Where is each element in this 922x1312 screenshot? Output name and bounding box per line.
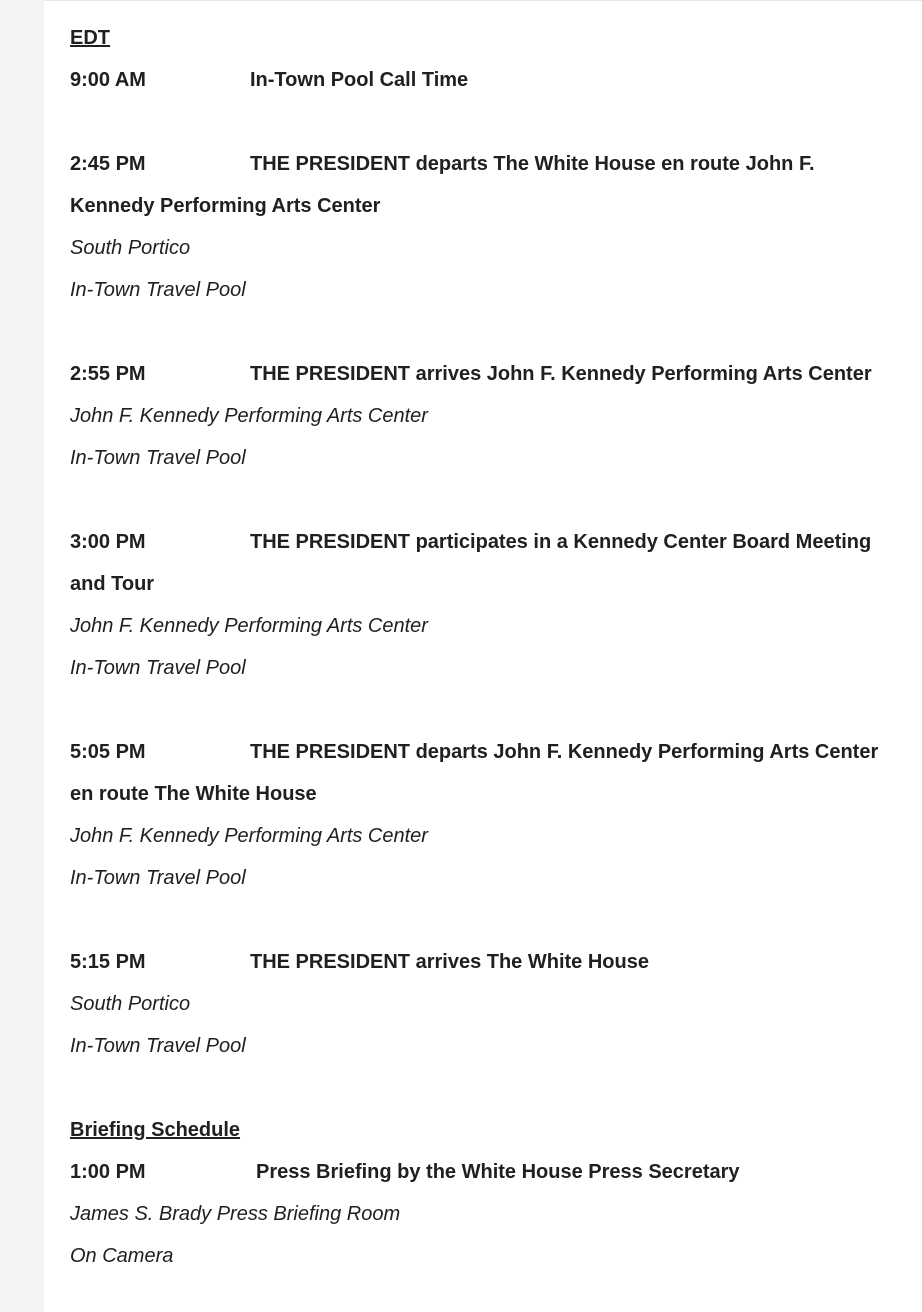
spacer: [70, 101, 920, 143]
event-row: [70, 731, 920, 773]
briefing-title: Press Briefing by the White House Press Secretary: [256, 1161, 740, 1183]
event-location: John F. Kennedy Performing Arts Center: [70, 825, 428, 847]
event-location: South Portico: [70, 237, 191, 259]
event-row: [70, 521, 920, 563]
event-row: [70, 59, 920, 101]
event-row: [70, 941, 920, 983]
event-title: THE PRESIDENT departs John F. Kennedy Performing Arts Center: [250, 741, 879, 763]
briefing-heading: Briefing Schedule: [70, 1119, 241, 1141]
event-time: 2:55 PM: [70, 363, 146, 385]
event-title: THE PRESIDENT departs The White House en route John F.: [250, 153, 815, 175]
event-location: South Portico: [70, 993, 191, 1015]
spacer: [70, 1067, 920, 1109]
event-location: John F. Kennedy Performing Arts Center: [70, 615, 428, 637]
briefing-time: 1:00 PM: [70, 1161, 146, 1183]
event-title-continued: en route The White House: [70, 783, 317, 805]
event-time: 9:00 AM: [70, 69, 146, 91]
document-page: [44, 0, 922, 1312]
spacer: [70, 689, 920, 731]
briefing-location: James S. Brady Press Briefing Room: [70, 1203, 401, 1225]
event-title: In-Town Pool Call Time: [250, 69, 469, 91]
event-title: THE PRESIDENT arrives The White House: [250, 951, 649, 973]
event-title: THE PRESIDENT participates in a Kennedy Center Board Meeting: [250, 531, 872, 553]
event-title-continued: and Tour: [70, 573, 155, 595]
event-coverage: In-Town Travel Pool: [70, 867, 246, 889]
event-time: 5:05 PM: [70, 741, 146, 763]
event-location: John F. Kennedy Performing Arts Center: [70, 405, 428, 427]
event-time: 3:00 PM: [70, 531, 146, 553]
spacer: [70, 899, 920, 941]
briefing-coverage: On Camera: [70, 1245, 174, 1267]
spacer: [70, 311, 920, 353]
event-time: 5:15 PM: [70, 951, 146, 973]
event-row: [70, 143, 920, 185]
schedule-content: [70, 17, 920, 1277]
event-row: [70, 353, 920, 395]
event-coverage: In-Town Travel Pool: [70, 1035, 246, 1057]
event-title: THE PRESIDENT arrives John F. Kennedy Performing Arts Center: [250, 363, 872, 385]
timezone-heading: EDT: [70, 27, 110, 49]
event-coverage: In-Town Travel Pool: [70, 279, 246, 301]
event-coverage: In-Town Travel Pool: [70, 657, 246, 679]
event-time: 2:45 PM: [70, 153, 146, 175]
event-title-continued: Kennedy Performing Arts Center: [70, 195, 381, 217]
event-coverage: In-Town Travel Pool: [70, 447, 246, 469]
briefing-row: [70, 1151, 920, 1193]
spacer: [70, 479, 920, 521]
